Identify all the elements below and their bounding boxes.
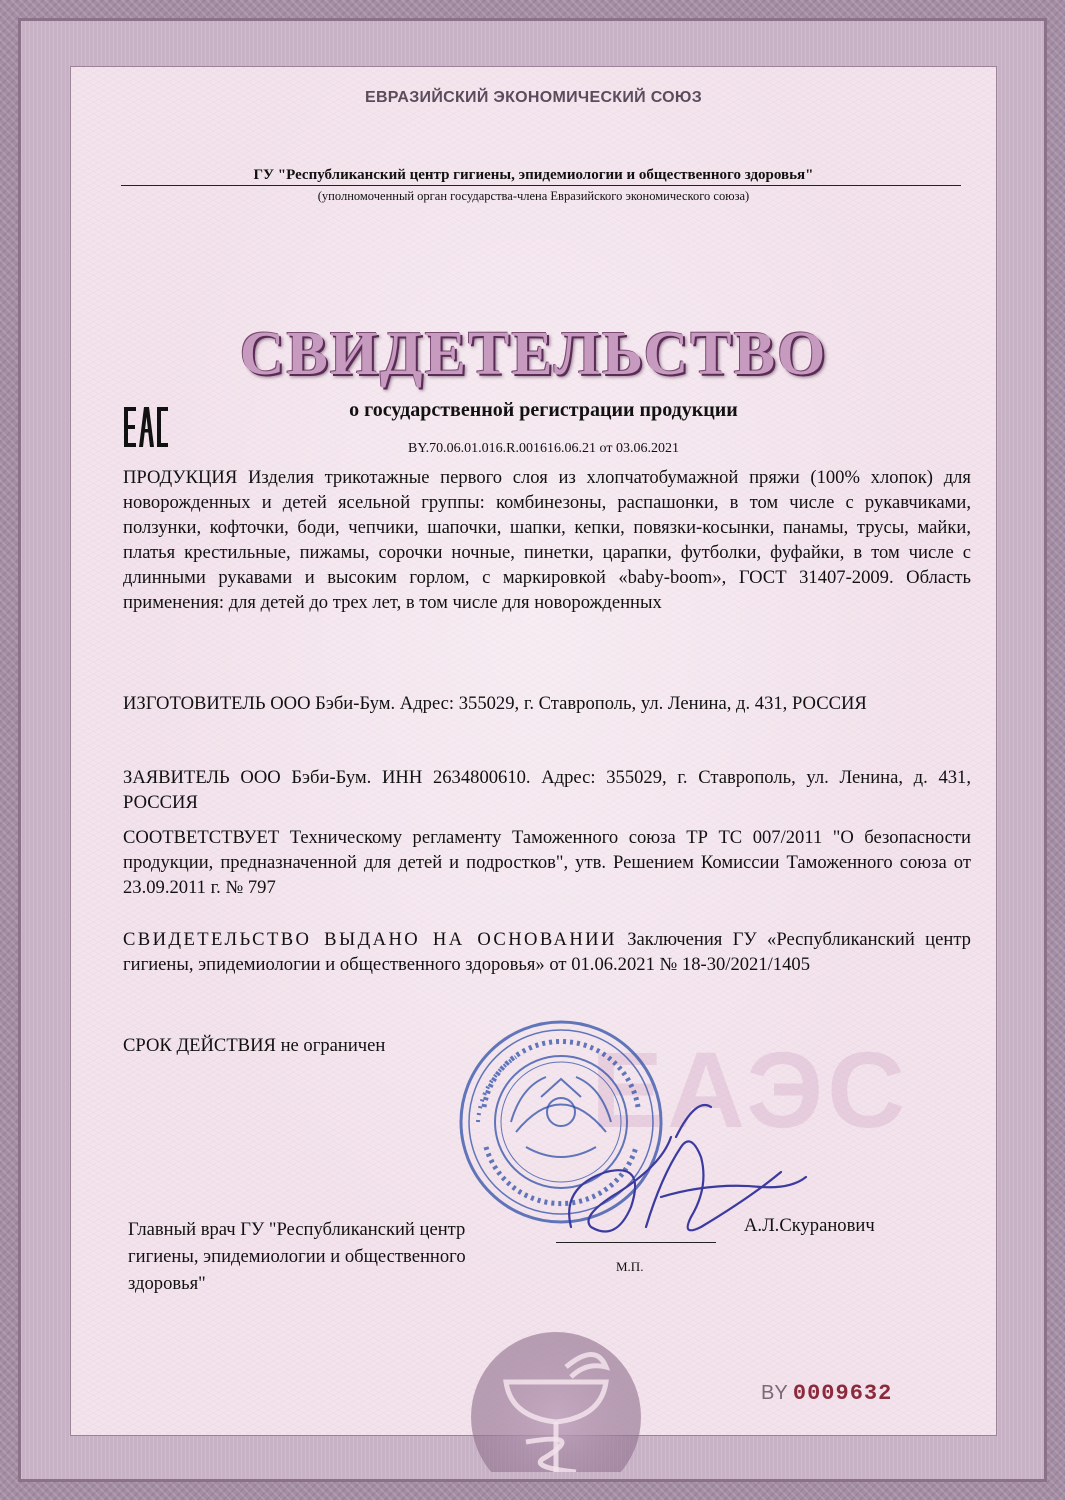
eaeu-watermark: ЕАЭС bbox=[591, 1029, 910, 1150]
basis-section bbox=[123, 927, 971, 977]
union-heading: ЕВРАЗИЙСКИЙ ЭКОНОМИЧЕСКИЙ СОЮЗ bbox=[364, 89, 703, 106]
organization-underline bbox=[121, 185, 961, 186]
basis-text: Заключения ГУ «Республиканский центр гигиены, эпидемиологии и общественного здоровья» от 01.06.2021 № 18-30/2021/1405 bbox=[123, 929, 971, 975]
product-text: Изделия трикотажные первого слоя из хлопчатобумажной пряжи (100% хлопок) для новорожденных и детей ясельной группы: комбинезоны, распашонки, в том числе с рукавчиками, ползунки, кофточки, боди, чепчики, шапочки, шапки, кепки, повязки-косынки, панамы, трусы, майки, платья крестильные, пижамы, сорочки ночные, пинетки, царапки, футболки, фуфайки, в том числе с длинными рукавами и высоким горлом, с маркировкой «baby-boom», ГОСТ 31407-2009. Область применения: для детей до трех лет, в том числе для новорожденных bbox=[123, 467, 971, 613]
product-section bbox=[123, 465, 971, 615]
manufacturer-text: ООО Бэби-Бум. Адрес: 355029, г. Ставрополь, ул. Ленина, д. 431, РОССИЯ bbox=[270, 693, 867, 714]
serial-prefix: BY bbox=[761, 1382, 788, 1404]
conformity-section bbox=[123, 825, 971, 900]
serial-number-block bbox=[761, 1381, 892, 1406]
document-title: СВИДЕТЕЛЬСТВО bbox=[239, 320, 828, 388]
product-label: ПРОДУКЦИЯ bbox=[123, 467, 238, 488]
serial-number: 0009632 bbox=[792, 1381, 893, 1406]
applicant-section bbox=[123, 765, 971, 815]
manufacturer-section bbox=[123, 691, 971, 716]
basis-label: СВИДЕТЕЛЬСТВО ВЫДАНО НА ОСНОВАНИИ bbox=[123, 929, 617, 950]
authority-note: (уполномоченный орган государства-члена Евразийского экономического союза) bbox=[317, 189, 750, 203]
signatory-position: Главный врач ГУ "Республиканский центр гигиены, эпидемиологии и общественного здоровья" bbox=[128, 1219, 466, 1294]
manufacturer-label: ИЗГОТОВИТЕЛЬ bbox=[123, 693, 266, 714]
signatory-name: А.Л.Скуранович bbox=[744, 1215, 875, 1236]
registration-number: BY.70.06.01.016.R.001616.06.21 от 03.06.2021 bbox=[408, 441, 679, 456]
validity-label: СРОК ДЕЙСТВИЯ bbox=[123, 1035, 276, 1056]
signature-line bbox=[556, 1242, 716, 1243]
medical-bowl-emblem bbox=[466, 1322, 646, 1472]
organization-name: ГУ "Республиканский центр гигиены, эпидемиологии и общественного здоровья" bbox=[253, 167, 814, 183]
certificate-paper bbox=[70, 66, 997, 1436]
applicant-label: ЗАЯВИТЕЛЬ bbox=[123, 767, 230, 788]
seal-place-label: М.П. bbox=[616, 1259, 644, 1274]
validity-text: не ограничен bbox=[280, 1035, 386, 1056]
conformity-label: СООТВЕТСТВУЕТ bbox=[123, 827, 280, 848]
document-subtitle: о государственной регистрации продукции bbox=[349, 399, 738, 421]
conformity-text: Техническому регламенту Таможенного союза ТР ТС 007/2011 "О безопасности продукции, предназначенной для детей и подростков", утв. Решением Комиссии Таможенного союза от 23.09.2011 г. № 797 bbox=[123, 827, 971, 898]
applicant-text: ООО Бэби-Бум. ИНН 2634800610. Адрес: 355029, г. Ставрополь, ул. Ленина, д. 431, РОССИЯ bbox=[123, 767, 971, 813]
